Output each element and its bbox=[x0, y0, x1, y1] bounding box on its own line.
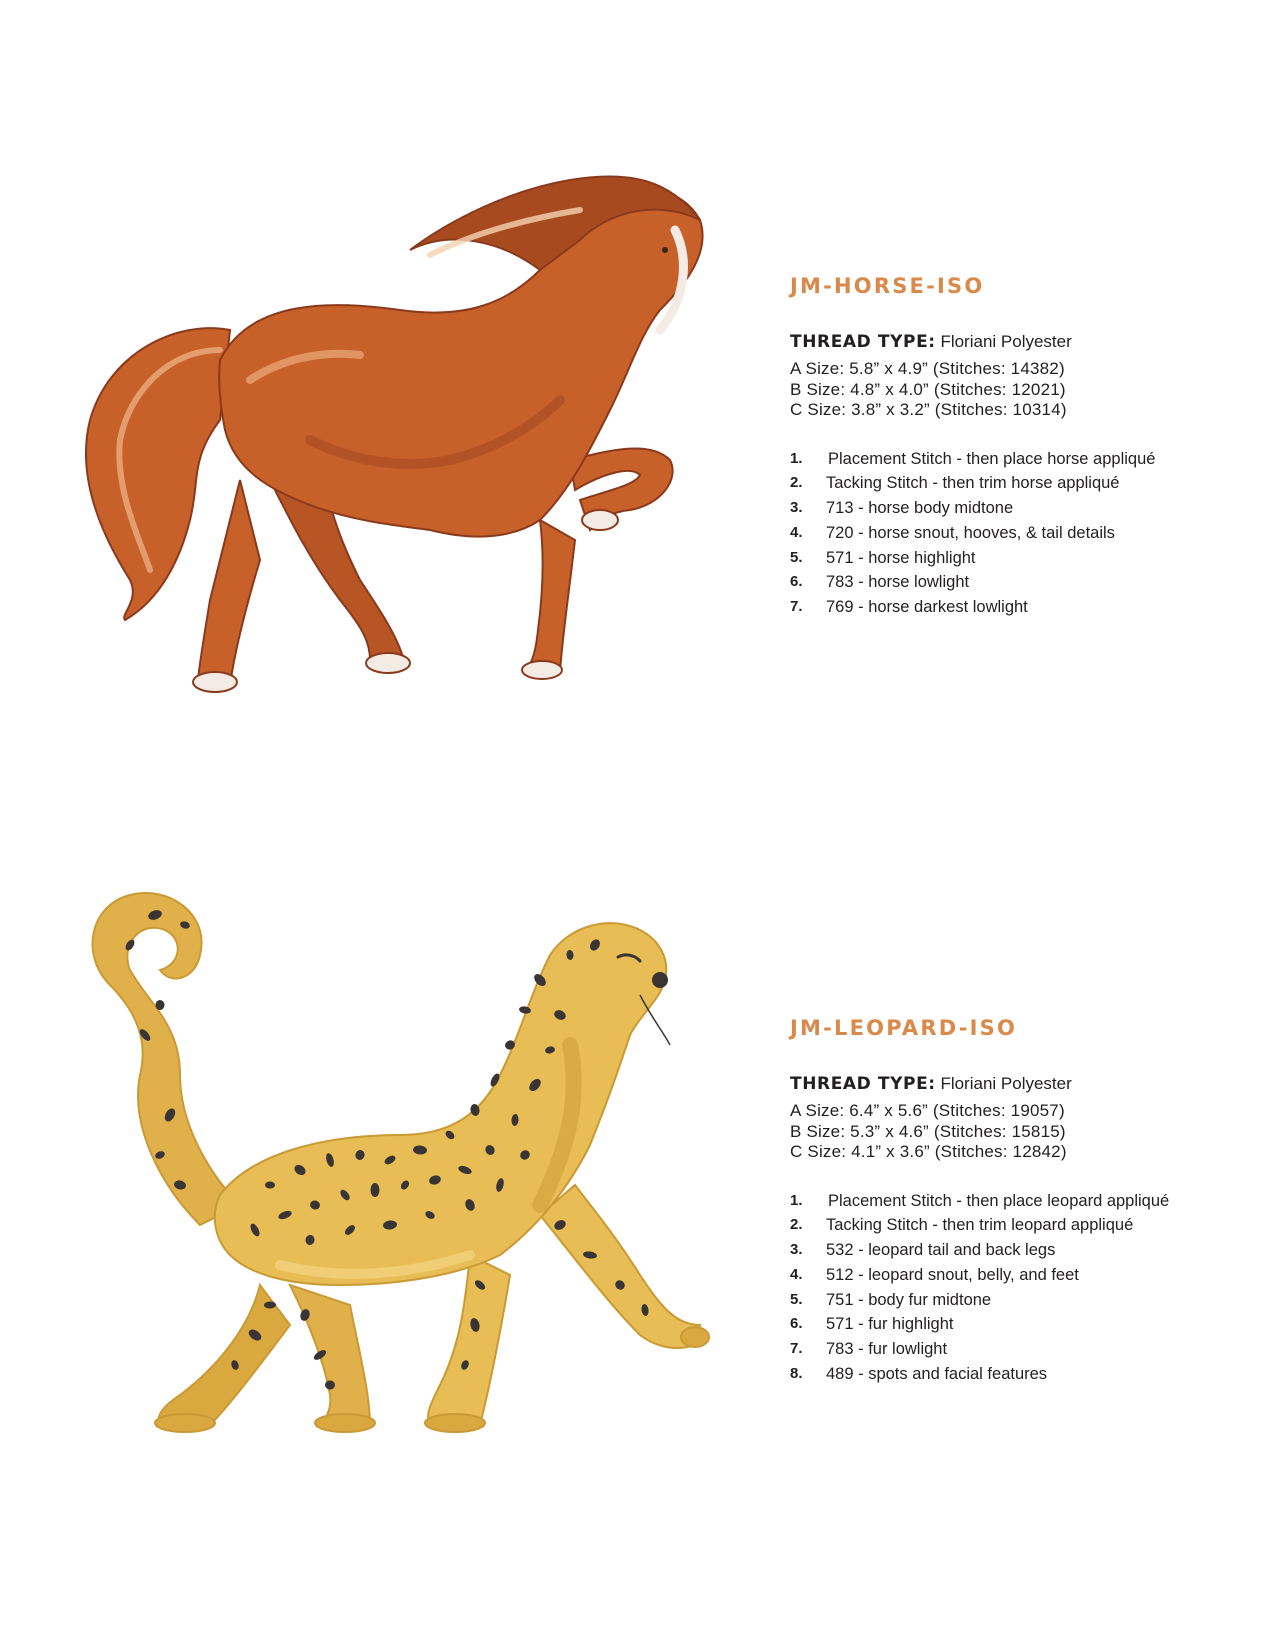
thread-type-line bbox=[790, 1073, 1260, 1095]
step-number: 3. bbox=[790, 1241, 803, 1259]
step-text: Tacking Stitch - then trim leopard appliqué bbox=[826, 1216, 1134, 1235]
step-number: 3. bbox=[790, 499, 803, 517]
step-item bbox=[790, 595, 1260, 620]
step-item bbox=[790, 1213, 1260, 1238]
design-title: JM-HORSE-ISO bbox=[790, 274, 985, 298]
leopard-figure bbox=[93, 893, 709, 1432]
step-text: Placement Stitch - then place horse appliqué bbox=[828, 449, 1156, 468]
step-text: 571 - horse highlight bbox=[826, 548, 976, 567]
step-item bbox=[790, 1288, 1260, 1313]
thread-type-value: Floriani Polyester bbox=[940, 1074, 1072, 1093]
step-item bbox=[790, 546, 1260, 571]
step-text: Placement Stitch - then place leopard appliqué bbox=[828, 1191, 1170, 1210]
step-number: 1. bbox=[790, 1191, 803, 1209]
step-number: 5. bbox=[790, 548, 803, 566]
step-item bbox=[790, 521, 1260, 546]
leopard-embroidery-illustration bbox=[70, 885, 750, 1465]
step-item bbox=[790, 1362, 1260, 1387]
size-c: C Size: 3.8” x 3.2” (Stitches: 10314) bbox=[790, 400, 1067, 419]
step-text: 769 - horse darkest lowlight bbox=[826, 598, 1028, 617]
size-a: A Size: 5.8” x 4.9” (Stitches: 14382) bbox=[790, 359, 1065, 378]
horse-embroidery-illustration bbox=[70, 160, 750, 730]
step-item bbox=[790, 1238, 1260, 1263]
step-text: 713 - horse body midtone bbox=[826, 499, 1014, 518]
thread-type-label: THREAD TYPE: bbox=[790, 332, 936, 352]
step-item bbox=[790, 1263, 1260, 1288]
size-list bbox=[790, 359, 1260, 421]
thread-type-line bbox=[790, 331, 1260, 353]
step-number: 2. bbox=[790, 1216, 803, 1234]
step-text: 571 - fur highlight bbox=[826, 1315, 954, 1334]
size-c: C Size: 4.1” x 3.6” (Stitches: 12842) bbox=[790, 1142, 1067, 1161]
horse-spec-block bbox=[790, 271, 1260, 620]
step-number: 2. bbox=[790, 474, 803, 492]
size-b: B Size: 5.3” x 4.6” (Stitches: 15815) bbox=[790, 1121, 1066, 1141]
thread-type-label: THREAD TYPE: bbox=[790, 1074, 936, 1094]
step-text: 720 - horse snout, hooves, & tail details bbox=[826, 523, 1115, 542]
step-text: 783 - horse lowlight bbox=[826, 573, 970, 592]
horse-figure bbox=[86, 176, 703, 692]
step-number: 7. bbox=[790, 1340, 803, 1358]
step-text: 751 - body fur midtone bbox=[826, 1290, 992, 1309]
step-item bbox=[790, 1312, 1260, 1337]
step-number: 7. bbox=[790, 598, 803, 616]
step-number: 4. bbox=[790, 1265, 803, 1283]
step-item bbox=[790, 1189, 1260, 1214]
step-item bbox=[790, 496, 1260, 521]
step-number: 8. bbox=[790, 1365, 803, 1383]
step-number: 5. bbox=[790, 1290, 803, 1308]
step-number: 6. bbox=[790, 573, 803, 591]
size-a: A Size: 6.4” x 5.6” (Stitches: 19057) bbox=[790, 1101, 1065, 1120]
step-item bbox=[790, 447, 1260, 472]
step-number: 4. bbox=[790, 523, 803, 541]
step-number: 6. bbox=[790, 1315, 803, 1333]
step-item bbox=[790, 570, 1260, 595]
step-text: 489 - spots and facial features bbox=[826, 1365, 1048, 1384]
step-number: 1. bbox=[790, 449, 803, 467]
stitch-steps bbox=[790, 1189, 1260, 1387]
leopard-spec-block bbox=[790, 1013, 1260, 1387]
step-text: 783 - fur lowlight bbox=[826, 1340, 948, 1359]
step-item bbox=[790, 1337, 1260, 1362]
stitch-steps bbox=[790, 447, 1260, 621]
design-title: JM-LEOPARD-ISO bbox=[790, 1016, 1018, 1040]
leopard-spot bbox=[265, 1182, 275, 1189]
size-list bbox=[790, 1101, 1260, 1163]
step-item bbox=[790, 471, 1260, 496]
step-text: Tacking Stitch - then trim horse appliqué bbox=[826, 474, 1120, 493]
size-b: B Size: 4.8” x 4.0” (Stitches: 12021) bbox=[790, 379, 1066, 399]
step-text: 532 - leopard tail and back legs bbox=[826, 1241, 1056, 1260]
thread-type-value: Floriani Polyester bbox=[940, 332, 1072, 351]
step-text: 512 - leopard snout, belly, and feet bbox=[826, 1265, 1079, 1284]
